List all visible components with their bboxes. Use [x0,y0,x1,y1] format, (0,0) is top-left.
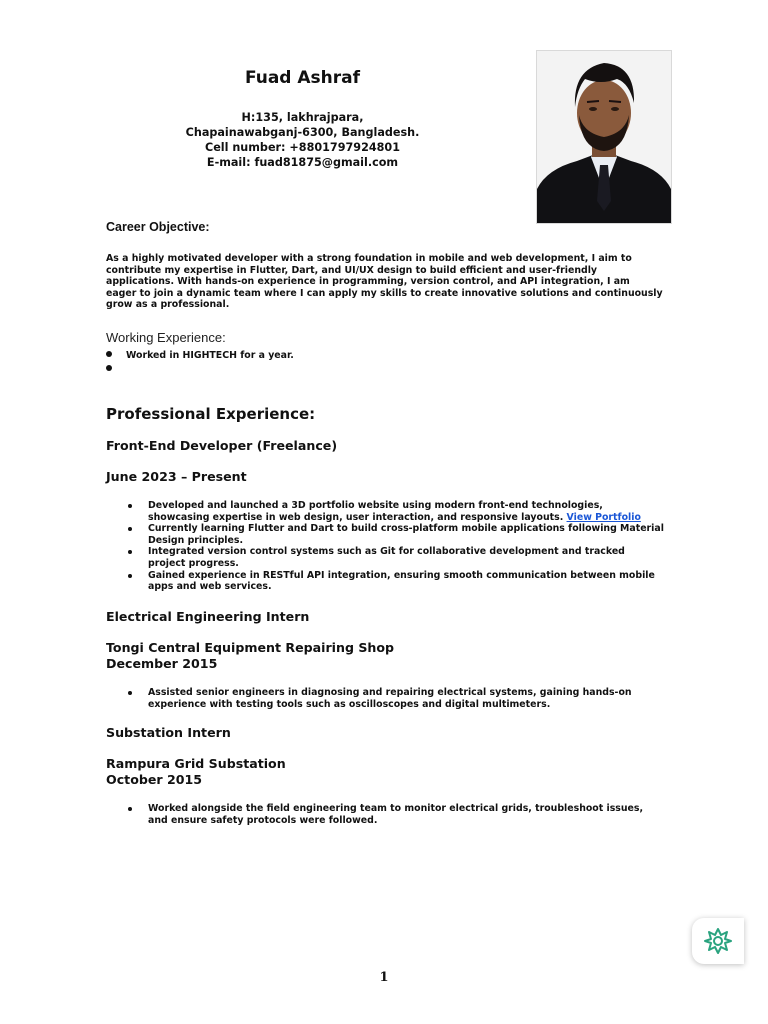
list-item-text: Worked alongside the field engineering team to monitor electrical grids, troubleshoot issues, [148,803,644,814]
bullet-icon [106,365,112,371]
view-portfolio-link[interactable]: View Portfolio [566,511,641,523]
job-title: Front-End Developer (Freelance) [106,438,338,453]
job-date: June 2023 – Present [106,469,247,484]
job1-bullets [128,500,668,593]
ai-assistant-icon [703,926,733,956]
list-item-text: experience with testing tools such as oscilloscopes and digital multimeters. [148,698,551,710]
career-line: eager to join a dynamic team where I can apply my skills to create innovative solutions and continuously [106,287,663,299]
company-name: Tongi Central Equipment Repairing Shop [106,640,395,655]
list-item-text: showcasing expertise in web design, user interaction, and responsive layouts. [148,511,564,523]
career-line: grow as a professional. [106,299,230,311]
career-objective-heading: Career Objective: [106,220,210,234]
job-title: Electrical Engineering Intern [106,609,310,624]
profile-photo [536,50,672,224]
career-objective-text [106,253,664,311]
email-address: E-mail: fuad81875@gmail.com [206,156,399,169]
working-item [106,364,126,376]
working-item-text: Worked in HIGHTECH for a year. [126,350,294,361]
working-item [106,350,294,362]
list-item [128,687,668,710]
candidate-name: Fuad Ashraf [244,68,361,88]
list-item [128,500,668,523]
list-item-text: Currently learning Flutter and Dart to build cross-platform mobile applications following Material [148,523,664,535]
page-number: 1 [379,970,389,985]
ai-assistant-button[interactable] [692,918,744,964]
working-experience-heading: Working Experience: [106,330,226,345]
list-item-text: Gained experience in RESTful API integration, ensuring smooth communication between mobile [148,569,655,581]
list-item-text: and ensure safety protocols were followed. [148,814,378,826]
list-item [128,803,668,826]
job-date: October 2015 [106,772,203,787]
portrait-image [537,51,671,223]
address-line-1: H:135, lakhrajpara, [241,111,364,124]
career-line: contribute my expertise in Flutter, Dart, and UI/UX design to build efficient and user-friendly [106,264,598,276]
company-name: Rampura Grid Substation [106,756,286,771]
job-date: December 2015 [106,656,218,671]
list-item-text: apps and web services. [148,581,272,593]
list-item-text: Design principles. [148,534,243,546]
list-item [128,570,668,593]
bullet-icon [106,351,112,357]
job3-bullets [128,803,668,826]
career-line: As a highly motivated developer with a strong foundation in mobile and web development, I aim to [106,253,632,264]
list-item-text: project progress. [148,557,239,569]
cell-number: Cell number: +8801797924801 [204,141,400,154]
job2-bullets [128,687,668,710]
list-item-text: Developed and launched a 3D portfolio website using modern front-end technologies, [148,500,603,511]
career-line: applications. With hands-on experience in programming, version control, and API integration, I am [106,276,630,288]
address-line-2: Chapainawabganj-6300, Bangladesh. [185,126,420,139]
list-item [128,546,668,569]
list-item-text: Integrated version control systems such as Git for collaborative development and tracked [148,546,625,558]
job-title: Substation Intern [106,725,231,740]
list-item [128,523,668,546]
professional-experience-heading: Professional Experience: [106,405,316,423]
list-item-text: Assisted senior engineers in diagnosing and repairing electrical systems, gaining hands-on [148,687,632,698]
